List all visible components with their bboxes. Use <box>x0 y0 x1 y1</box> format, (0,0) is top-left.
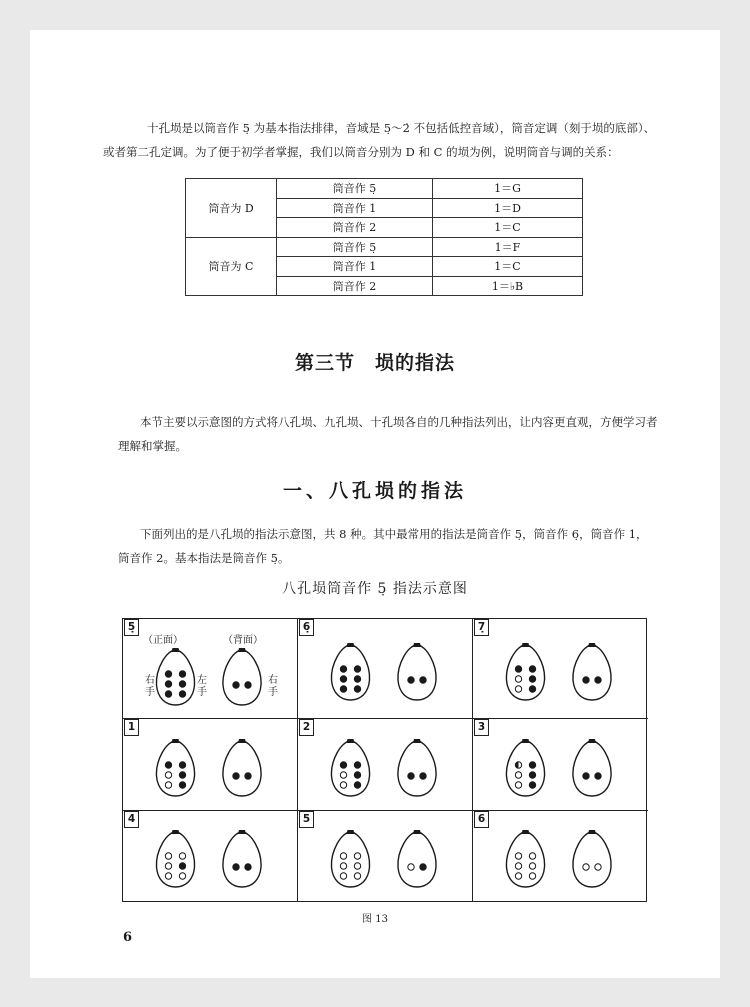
open-hole <box>354 853 360 859</box>
closed-hole <box>529 762 535 768</box>
table-cell-note: 筒音作 2 <box>277 276 433 296</box>
table-cell-note: 筒音作 5̣ <box>277 179 433 199</box>
cell-note-label: 6̣ <box>299 619 314 636</box>
xun-back <box>398 643 436 700</box>
closed-hole <box>354 782 360 788</box>
fingering-cell <box>473 619 648 719</box>
cell-note-label: 3 <box>474 719 489 736</box>
mouthpiece <box>347 643 355 647</box>
open-hole <box>583 864 589 870</box>
mouthpiece <box>347 739 355 743</box>
group-label: 筒音为 C <box>186 237 277 296</box>
mouthpiece <box>172 648 180 652</box>
open-hole <box>340 782 346 788</box>
page-number: 6 <box>123 930 133 945</box>
closed-hole <box>354 762 360 768</box>
closed-hole <box>179 772 185 778</box>
closed-hole <box>408 773 414 779</box>
xun-back <box>573 643 611 700</box>
section-intro: 本节主要以示意图的方式将八孔埙、九孔埙、十孔埙各自的几种指法列出，让内容更直观，方便学习者理解和掌握。 <box>118 415 658 453</box>
mouthpiece <box>522 739 530 743</box>
closed-hole <box>529 686 535 692</box>
right-hand-label: 右手 <box>268 675 278 698</box>
section-title: 第三节 埙的指法 <box>294 352 455 374</box>
mouthpiece <box>347 830 355 834</box>
closed-hole <box>245 864 251 870</box>
xun-front <box>506 830 544 887</box>
fingering-cell <box>473 811 648 901</box>
subsection-intro: 下面列出的是八孔埙的指法示意图，共 8 种。其中最常用的指法是筒音作 5̣，筒音作 6̣，筒音作 1，筒音作 2。基本指法是筒音作 5̣。 <box>118 527 648 565</box>
open-hole <box>340 873 346 879</box>
fingering-cell <box>298 619 473 719</box>
table-cell-key: 1＝F <box>433 237 583 257</box>
fingering-diagram <box>298 719 473 811</box>
xun-back <box>223 830 261 887</box>
closed-hole <box>515 666 521 672</box>
xun-front <box>156 739 194 796</box>
table-cell-note: 筒音作 2 <box>277 218 433 238</box>
open-hole <box>529 863 535 869</box>
closed-hole <box>529 772 535 778</box>
cell-note-label: 6 <box>474 811 489 828</box>
table-cell-key: 1＝C <box>433 257 583 277</box>
open-hole <box>354 863 360 869</box>
mouthpiece <box>413 830 421 834</box>
mouthpiece <box>588 830 596 834</box>
xun-back <box>573 830 611 887</box>
open-hole <box>179 853 185 859</box>
open-hole <box>340 853 346 859</box>
open-hole <box>515 863 521 869</box>
closed-hole <box>420 677 426 683</box>
cell-note-label: 7̣ <box>474 619 489 636</box>
tonic-key-table <box>185 178 583 296</box>
fingering-diagram <box>123 811 298 901</box>
intro-line-1: 十孔埙是以筒音作 5̣ 为基本指法排律，音域是 5̣～2̇ 不包括低控音域），筒音定调（刻于埙的底部）、 <box>147 121 656 135</box>
table-cell-key: 1＝♭B <box>433 276 583 296</box>
mouthpiece <box>588 643 596 647</box>
open-hole <box>165 782 171 788</box>
xun-back <box>398 830 436 887</box>
closed-hole <box>595 677 601 683</box>
xun-back <box>398 739 436 796</box>
fingering-cell <box>123 811 298 901</box>
back-label: （背面） <box>223 635 263 646</box>
table-cell-note: 筒音作 1 <box>277 198 433 218</box>
open-hole <box>408 864 414 870</box>
fingering-diagram <box>473 619 648 719</box>
figure-title: 八孔埙筒音作 5̣ 指法示意图 <box>282 581 468 597</box>
open-hole <box>515 782 521 788</box>
mouthpiece <box>238 739 246 743</box>
open-hole <box>165 772 171 778</box>
intro-line-2: 或者第二孔定调。为了便于初学者掌握，我们以筒音分别为 D 和 C 的埙为例，说明筒音与调的关系： <box>103 145 619 159</box>
table-cell-key: 1＝D <box>433 198 583 218</box>
table-cell-key: 1＝C <box>433 218 583 238</box>
open-hole <box>529 873 535 879</box>
mouthpiece <box>522 643 530 647</box>
fingering-diagram <box>473 811 648 901</box>
closed-hole <box>595 773 601 779</box>
xun-front <box>331 830 369 887</box>
group-label: 筒音为 D <box>186 179 277 238</box>
closed-hole <box>233 864 239 870</box>
closed-hole <box>245 682 251 688</box>
closed-hole <box>233 682 239 688</box>
fingering-cell <box>473 719 648 811</box>
mouthpiece <box>522 830 530 834</box>
fingering-cell <box>298 811 473 901</box>
xun-front <box>331 643 369 700</box>
open-hole <box>595 864 601 870</box>
cell-note-label: 1 <box>124 719 139 736</box>
intro-paragraph <box>103 116 665 164</box>
document-page <box>30 30 720 978</box>
xun-front <box>156 648 194 705</box>
closed-hole <box>354 666 360 672</box>
closed-hole <box>165 681 171 687</box>
closed-hole <box>583 773 589 779</box>
xun-front <box>506 739 544 796</box>
closed-hole <box>420 773 426 779</box>
figure-caption: 图 13 <box>362 914 388 925</box>
closed-hole <box>179 782 185 788</box>
closed-hole <box>420 864 426 870</box>
mouthpiece <box>172 830 180 834</box>
closed-hole <box>179 863 185 869</box>
closed-hole <box>529 676 535 682</box>
table-cell-key: 1＝G <box>433 179 583 199</box>
open-hole <box>515 676 521 682</box>
closed-hole <box>179 681 185 687</box>
open-hole <box>515 772 521 778</box>
mouthpiece <box>238 648 246 652</box>
mouthpiece <box>413 739 421 743</box>
open-hole <box>515 686 521 692</box>
closed-hole <box>340 762 346 768</box>
cell-note-label: 5 <box>299 811 314 828</box>
mouthpiece <box>238 830 246 834</box>
closed-hole <box>529 666 535 672</box>
left-hand-label: 左手 <box>197 675 207 698</box>
closed-hole <box>340 666 346 672</box>
open-hole <box>354 873 360 879</box>
closed-hole <box>354 686 360 692</box>
closed-hole <box>179 762 185 768</box>
fingering-chart <box>122 618 647 902</box>
xun-back <box>573 739 611 796</box>
xun-back <box>223 648 261 705</box>
fingering-cell <box>298 719 473 811</box>
open-hole <box>165 873 171 879</box>
closed-hole <box>165 762 171 768</box>
fingering-cell <box>123 719 298 811</box>
xun-back <box>223 739 261 796</box>
xun-front <box>331 739 369 796</box>
xun-front <box>156 830 194 887</box>
closed-hole <box>165 671 171 677</box>
fingering-diagram <box>298 619 473 719</box>
fingering-diagram <box>298 811 473 901</box>
closed-hole <box>408 677 414 683</box>
cell-note-label: 5̣ <box>124 619 139 636</box>
mouthpiece <box>588 739 596 743</box>
mouthpiece <box>413 643 421 647</box>
closed-hole <box>179 691 185 697</box>
table-cell-note: 筒音作 1 <box>277 257 433 277</box>
front-label: （正面） <box>143 635 183 646</box>
fingering-diagram <box>123 719 298 811</box>
open-hole <box>340 863 346 869</box>
closed-hole <box>529 782 535 788</box>
mouthpiece <box>172 739 180 743</box>
open-hole <box>165 853 171 859</box>
cell-note-label: 2 <box>299 719 314 736</box>
closed-hole <box>340 676 346 682</box>
right-hand-label: 右手 <box>145 675 155 698</box>
open-hole <box>515 853 521 859</box>
closed-hole <box>233 773 239 779</box>
subsection-title: 一、八孔埙的指法 <box>282 480 467 502</box>
open-hole <box>179 873 185 879</box>
open-hole <box>529 853 535 859</box>
cell-note-label: 4 <box>124 811 139 828</box>
fingering-diagram <box>123 619 298 719</box>
open-hole <box>515 873 521 879</box>
fingering-diagram <box>473 719 648 811</box>
closed-hole <box>179 671 185 677</box>
xun-front <box>506 643 544 700</box>
closed-hole <box>354 676 360 682</box>
open-hole <box>165 863 171 869</box>
closed-hole <box>165 691 171 697</box>
open-hole <box>340 772 346 778</box>
fingering-cell <box>123 619 298 719</box>
closed-hole <box>583 677 589 683</box>
closed-hole <box>354 772 360 778</box>
closed-hole <box>245 773 251 779</box>
closed-hole <box>340 686 346 692</box>
table-cell-note: 筒音作 5̣ <box>277 237 433 257</box>
